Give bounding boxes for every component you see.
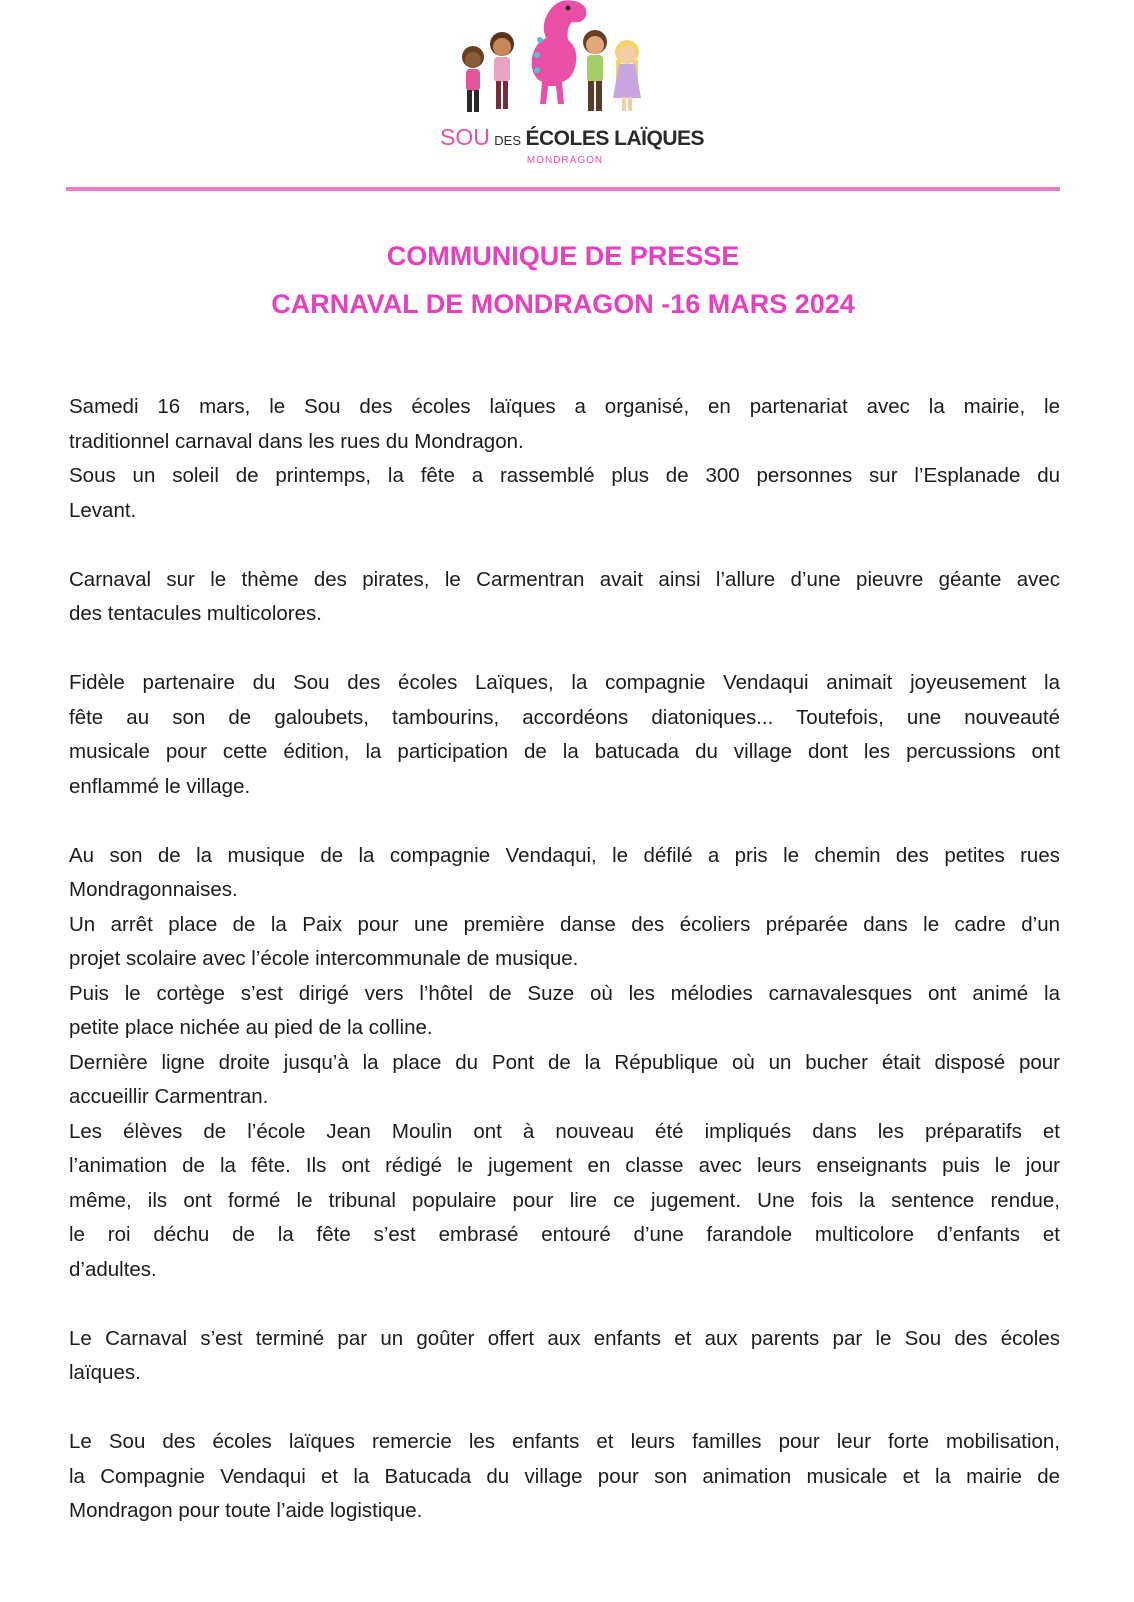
paragraph-line: même, ils ont formé le tribunal populaire pour lire ce jugement. Une fois la sentence rendue, (69, 1188, 1060, 1212)
paragraph (69, 1425, 1060, 1529)
logo-ecoles: ÉCOLES LAÏQUES (525, 127, 705, 150)
paragraph-line: accueillir Carmentran. (69, 1085, 269, 1108)
paragraph-line: Sous un soleil de printemps, la fête a rassemblé plus de 300 personnes sur l’Esplanade du (69, 464, 1060, 487)
paragraph-line: la Compagnie Vendaqui et la Batucada du village pour son animation musicale et la mairie de (69, 1464, 1060, 1488)
paragraph (69, 1322, 1060, 1391)
paragraph-line: Mondragon pour toute l’aide logistique. (69, 1499, 423, 1522)
paragraph-line: laïques. (69, 1361, 141, 1384)
paragraph-line: le roi déchu de la fête s’est embrasé entouré d’une farandole multicolore d’enfants et (69, 1223, 1060, 1246)
paragraph-line: Le Carnaval s’est terminé par un goûter offert aux enfants et aux parents par le Sou des écoles (69, 1326, 1060, 1350)
paragraph-line: Levant. (69, 498, 137, 522)
organization-logo (440, 0, 705, 175)
page-title (66, 236, 1060, 332)
paragraph-line: Carnaval sur le thème des pirates, le Carmentran avait ainsi l’allure d’une pieuvre géante avec (69, 567, 1060, 591)
logo-des: DES (494, 133, 522, 148)
paragraph (69, 390, 1060, 528)
paragraph-line: Les élèves de l’école Jean Moulin ont à nouveau été impliqués dans les préparatifs et (69, 1119, 1060, 1143)
paragraph-line: Le Sou des écoles laïques remercie les enfants et leurs familles pour leur forte mobilisation, (69, 1430, 1060, 1453)
title-line-2: CARNAVAL DE MONDRAGON -16 MARS 2024 (271, 289, 855, 319)
paragraph-line: Au son de la musique de la compagnie Vendaqui, le défilé a pris le chemin des petites rues (69, 843, 1060, 867)
paragraph (69, 666, 1060, 804)
paragraph (69, 563, 1060, 632)
paragraph-line: musicale pour cette édition, la participation de la batucada du village dont les percussions ont (69, 740, 1060, 763)
logo-sou: SOU (440, 124, 490, 150)
logo-town: MONDRAGON (526, 155, 604, 166)
paragraph-line: d’adultes. (69, 1257, 157, 1281)
paragraph-line: Fidèle partenaire du Sou des écoles Laïques, la compagnie Vendaqui animait joyeusement la (69, 671, 1060, 694)
paragraph-line: traditionnel carnaval dans les rues du Mondragon. (69, 429, 524, 453)
title-line-1: COMMUNIQUE DE PRESSE (386, 241, 740, 271)
logo-wordmark (440, 124, 705, 151)
children-dinosaur-illustration (440, 0, 690, 125)
paragraph-line: Samedi 16 mars, le Sou des écoles laïques a organisé, en partenariat avec la mairie, le (69, 395, 1060, 418)
paragraph-line: petite place nichée au pied de la colline. (69, 1016, 433, 1039)
paragraph-line: l’animation de la fête. Ils ont rédigé le jugement en classe avec leurs enseignants puis le jour (69, 1154, 1060, 1177)
paragraph-line: fête au son de galoubets, tambourins, accordéons diatoniques... Toutefois, une nouveauté (69, 705, 1060, 729)
paragraph-line: Puis le cortège s’est dirigé vers l’hôtel de Suze où les mélodies carnavalesques ont animé la (69, 981, 1060, 1005)
header-divider (66, 187, 1060, 191)
paragraph-line: des tentacules multicolores. (69, 602, 322, 625)
paragraph-line: Dernière ligne droite jusqu’à la place du Pont de la République où un bucher était disposé pour (69, 1050, 1060, 1074)
press-release-body (69, 390, 1060, 1563)
paragraph (69, 839, 1060, 1288)
paragraph-line: projet scolaire avec l’école intercommunale de musique. (69, 947, 579, 970)
paragraph-line: enflammé le village. (69, 774, 251, 798)
paragraph-line: Mondragonnaises. (69, 878, 238, 901)
paragraph-line: Un arrêt place de la Paix pour une première danse des écoliers préparée dans le cadre d’un (69, 912, 1060, 936)
